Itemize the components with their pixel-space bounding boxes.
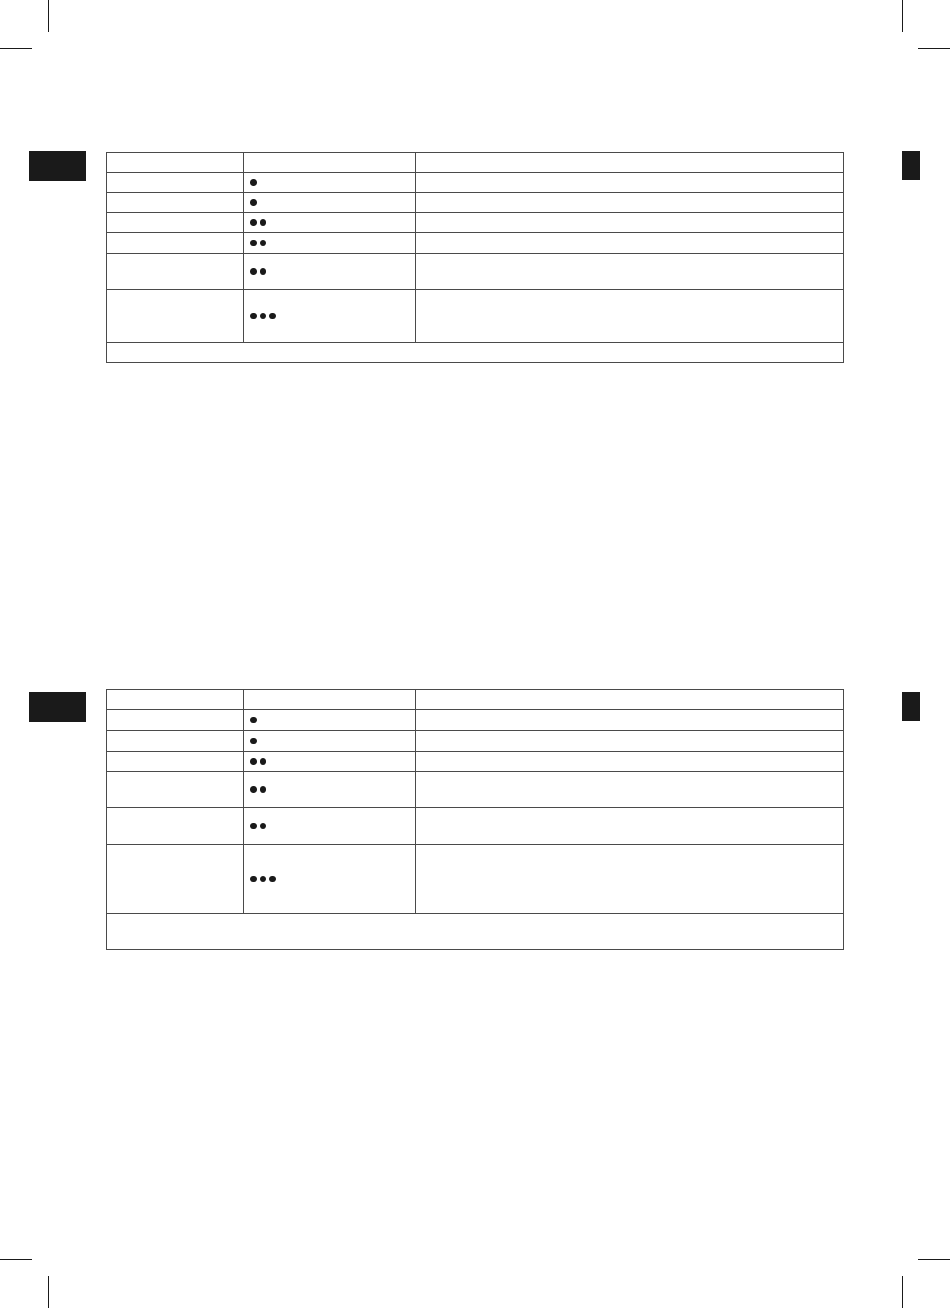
row-description: [416, 710, 844, 731]
indicator-dot: [250, 738, 257, 745]
table-row: [107, 254, 844, 290]
row-label: [107, 173, 244, 193]
language-tab-right: [902, 151, 920, 180]
table-row: [107, 731, 844, 752]
indicator-dots: [244, 752, 416, 772]
table-row: [107, 772, 844, 808]
table-row: [107, 193, 844, 213]
table-row: [107, 173, 844, 193]
header-cell: [107, 690, 244, 710]
crop-mark: [902, 1276, 903, 1308]
indicator-dots: [244, 845, 416, 914]
indicator-dot: [260, 786, 267, 793]
indicator-dot: [250, 876, 257, 883]
table-row: [107, 710, 844, 731]
indicator-dots: [244, 290, 416, 343]
crop-mark: [902, 0, 903, 32]
row-description: [416, 808, 844, 845]
indicator-dot: [260, 268, 267, 275]
row-label: [107, 213, 244, 233]
language-tab-right: [902, 692, 920, 721]
indicator-table: [106, 689, 844, 950]
indicator-dot: [250, 240, 257, 247]
indicator-dots: [244, 233, 416, 254]
indicator-dots: [244, 731, 416, 752]
indicator-dots: [244, 710, 416, 731]
indicator-dot: [269, 313, 276, 320]
crop-mark: [0, 1259, 32, 1260]
crop-mark: [918, 1259, 950, 1260]
row-label: [107, 254, 244, 290]
table-row: [107, 845, 844, 914]
row-description: [416, 193, 844, 213]
row-label: [107, 193, 244, 213]
indicator-dot: [269, 876, 276, 883]
indicator-dot: [260, 240, 267, 247]
indicator-dots: [244, 193, 416, 213]
table-row: [107, 752, 844, 772]
row-label: [107, 752, 244, 772]
indicator-dot: [250, 268, 257, 275]
header-cell: [416, 153, 844, 173]
row-description: [416, 290, 844, 343]
table-footnote: [107, 914, 844, 950]
row-label: [107, 710, 244, 731]
indicator-dot: [260, 823, 267, 830]
indicator-dot: [250, 717, 257, 724]
indicator-dot: [250, 219, 257, 226]
indicator-dot: [250, 313, 257, 320]
row-description: [416, 254, 844, 290]
indicator-dot: [250, 786, 257, 793]
table-row: [107, 233, 844, 254]
language-tab-left: [29, 692, 86, 722]
indicator-dot: [260, 758, 267, 765]
indicator-dot: [250, 823, 257, 830]
row-label: [107, 731, 244, 752]
row-description: [416, 772, 844, 808]
indicator-table: [106, 152, 844, 363]
row-description: [416, 233, 844, 254]
row-label: [107, 772, 244, 808]
row-label: [107, 808, 244, 845]
indicator-dots: [244, 173, 416, 193]
header-cell: [244, 690, 416, 710]
table-footnote: [107, 343, 844, 363]
crop-mark: [918, 48, 950, 49]
row-description: [416, 752, 844, 772]
indicator-dot: [250, 199, 257, 206]
indicator-dot: [260, 313, 267, 320]
indicator-dot: [260, 219, 267, 226]
row-description: [416, 731, 844, 752]
row-label: [107, 845, 244, 914]
crop-mark: [0, 48, 32, 49]
indicator-dot: [260, 876, 267, 883]
table-header-row: [107, 690, 844, 710]
indicator-dots: [244, 254, 416, 290]
indicator-dots: [244, 808, 416, 845]
header-cell: [107, 153, 244, 173]
table-row: [107, 290, 844, 343]
indicator-dots: [244, 213, 416, 233]
crop-mark: [48, 1276, 49, 1308]
row-label: [107, 290, 244, 343]
row-label: [107, 233, 244, 254]
table-footnote-row: [107, 914, 844, 950]
indicator-dot: [250, 179, 257, 186]
table-footnote-row: [107, 343, 844, 363]
table-row: [107, 808, 844, 845]
table-row: [107, 213, 844, 233]
row-description: [416, 845, 844, 914]
header-cell: [416, 690, 844, 710]
row-description: [416, 173, 844, 193]
row-description: [416, 213, 844, 233]
language-tab-left: [29, 151, 86, 181]
indicator-dot: [250, 758, 257, 765]
table-header-row: [107, 153, 844, 173]
header-cell: [244, 153, 416, 173]
crop-mark: [48, 0, 49, 32]
indicator-dots: [244, 772, 416, 808]
